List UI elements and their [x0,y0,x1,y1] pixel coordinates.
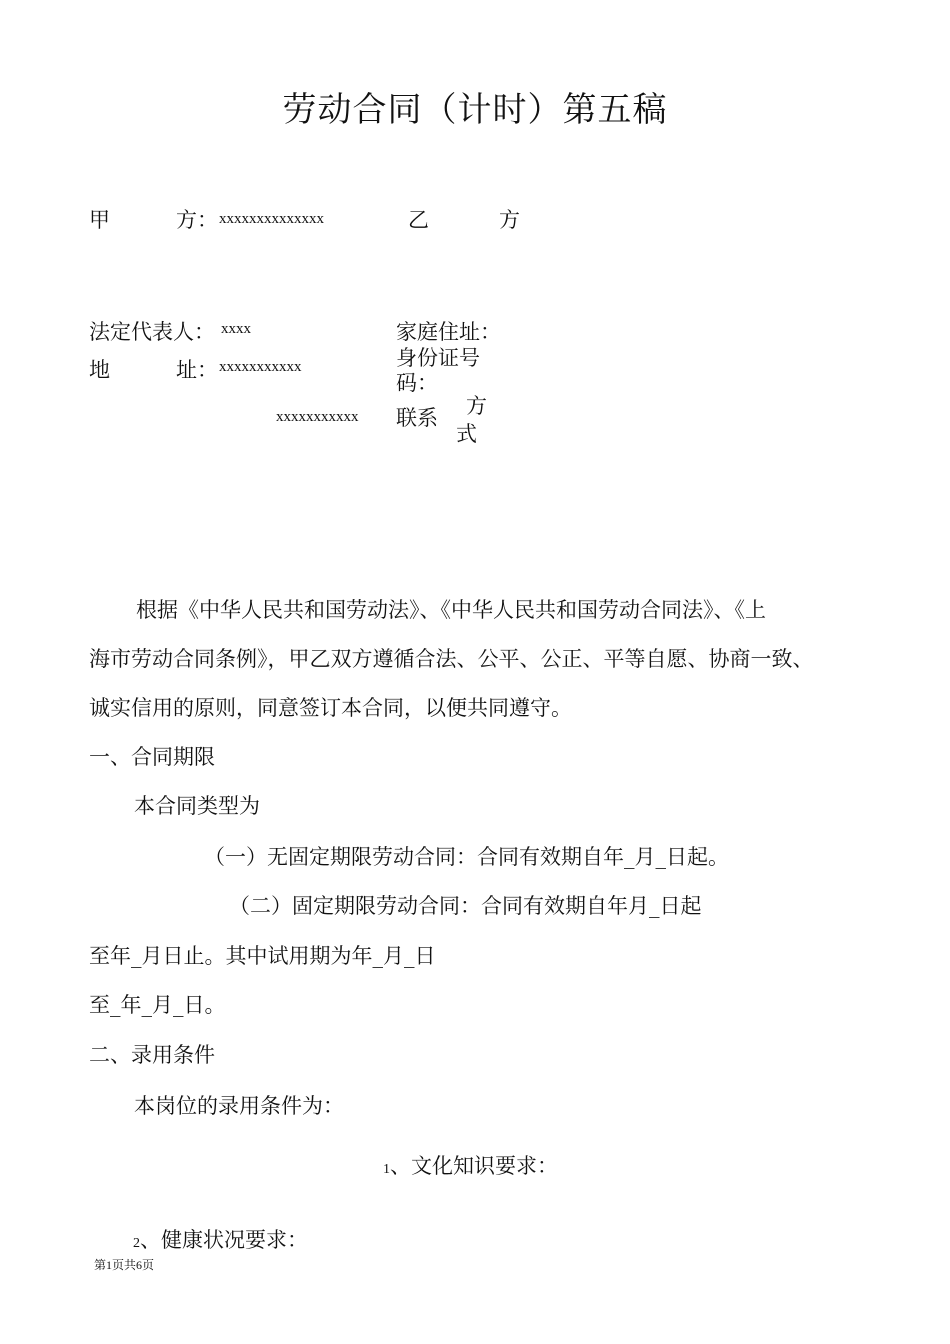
section-2-heading: 二、录用条件 [89,1043,215,1067]
clipped-text-fragment [452,418,490,446]
section-1-item-2-cont: 至年_月日止。其中试用期为年_月_日 [89,944,436,968]
party-b-label-char: 乙 [408,208,429,232]
address-label: 址： [176,358,218,382]
requirement-2-text: 、健康状况要求： [140,1228,308,1252]
requirement-1-text: 、文化知识要求： [390,1154,558,1178]
intro-line-2: 海市劳动合同条例》，甲乙双方遵循合法、公平、公正、平等自愿、协商一致、 [89,647,814,671]
party-a-label: 方： [176,208,218,232]
requirement-1-number: 1 [383,1162,390,1177]
document-title: 劳动合同（计时）第五稿 [282,90,668,130]
address-value-line-2: xxxxxxxxxxx [276,409,359,425]
legal-rep-label: 法定代表人： [89,320,215,344]
intro-line-3: 诚实信用的原则，同意签订本合同，以便共同遵守。 [89,696,572,720]
intro-line-1: 根据《中华人民共和国劳动法》、《中华人民共和国劳动合同法》、《上 [136,598,766,622]
section-1-item-2: （二）固定期限劳动合同：合同有效期自年月_日起 [229,894,702,918]
address-value: xxxxxxxxxxx [219,359,302,375]
contact-label-char: 方 [466,394,487,418]
party-a-value: xxxxxxxxxxxxxx [219,211,324,227]
section-1-heading: 一、合同期限 [89,745,215,769]
home-address-label: 家庭住址： [396,320,501,344]
address-label-char: 地 [89,358,110,382]
requirement-2 [133,1224,308,1254]
id-number-label: 身份证号 [396,346,480,370]
requirement-1 [383,1150,558,1180]
section-1-item-1: （一）无固定期限劳动合同：合同有效期自年_月_日起。 [204,845,729,869]
party-b-label: 方 [499,208,520,232]
id-number-label-cont: 码： [396,371,438,395]
section-1-text: 本合同类型为 [134,794,260,818]
requirement-2-number: 2 [133,1236,140,1251]
page-footer: 第1页共6页 [94,1258,155,1272]
contact-label-clipped-char: 式 [456,422,477,446]
contact-label: 联系 [396,406,438,430]
legal-rep-value: xxxx [221,321,251,337]
section-1-item-2-end: 至_年_月_日。 [89,993,226,1017]
section-2-text: 本岗位的录用条件为： [134,1094,344,1118]
party-a-label-char: 甲 [89,208,110,232]
